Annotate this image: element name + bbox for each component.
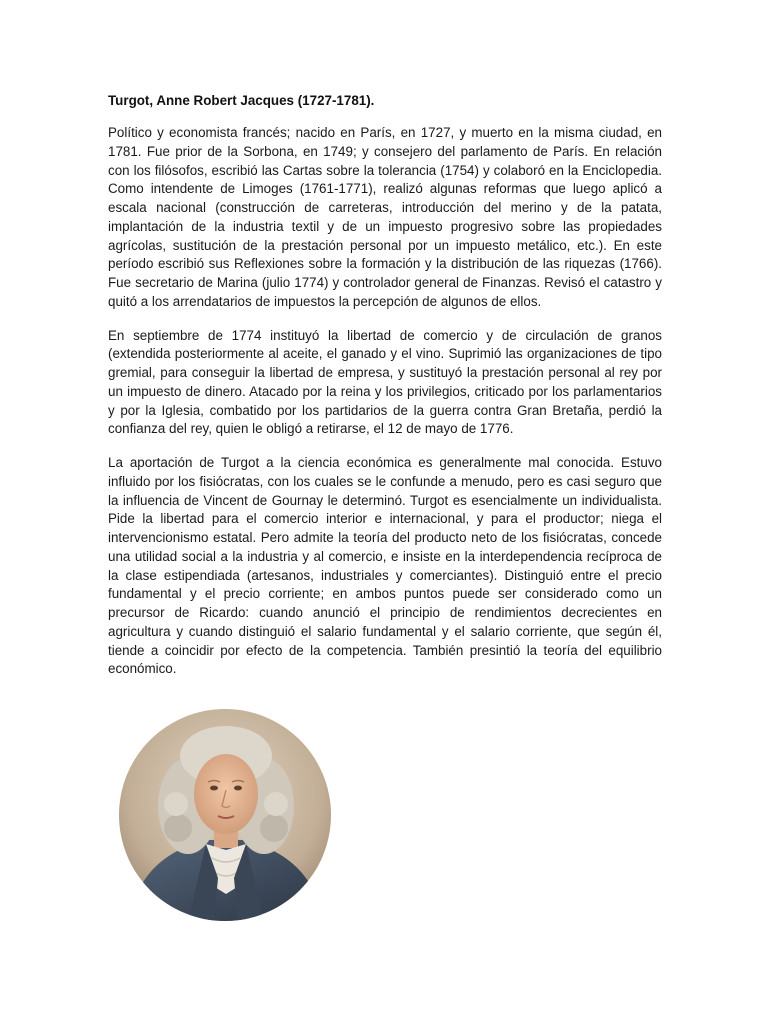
paragraph-economics: La aportación de Turgot a la ciencia económica es generalmente mal conocida. Estuvo influido por los fisiócratas, con los cuales se le confunde a menudo, pero es casi seguro que la influencia de Vincent de Gournay le determinó. Turgot es esencialmente un individualista. Pide la libertad para el comercio interior e internacional, y para el productor; niega el intervencionismo estatal. Pero admite la teoría del producto neto de los fisiócratas, concede una utilidad social a la industria y al comercio, e insiste en la interdependencia recíproca de la clase estipendiada (artesanos, industriales y comerciantes). Distinguió entre el precio fundamental y el precio corriente; en ambos puntos puede ser considerado como un precursor de Ricardo: cuando anunció el principio de rendimientos decrecientes en agricultura y cuando distinguió el salario fundamental y el salario corriente, que según él, tiende a coincidir por efecto de la competencia. También presintió la teoría del equilibrio económico. [108,455,662,677]
portrait-turgot [118,708,332,922]
paragraph-biography: Político y economista francés; nacido en París, en 1727, y muerto en la misma ciudad, en 1781. Fue prior de la Sorbona, en 1749; y consejero del parlamento de París. En relación con los filósofos, escribió las Cartas sobre la tolerancia (1754) y colaboró en la Enciclopedia. Como intendente de Limoges (1761-1771), realizó algunas reformas que luego aplicó a escala nacional (construcción de carreteras, introducción del merino y de la patata, implantación de la industria textil y de un impuesto progresivo sobre las propiedades agrícolas, sustitución de la prestación personal por un impuesto metálico, etc.). En este período escribió sus Reflexiones sobre la formación y la distribución de las riquezas (1766). Fue secretario de Marina (julio 1774) y controlador general de Finanzas. Revisó el catastro y quitó a los arrendatarios de impuestos la percepción de algunos de ellos. [108,125,662,309]
paragraph-reforms: En septiembre de 1774 instituyó la libertad de comercio y de circulación de granos (extendida posteriormente al aceite, el ganado y el vino. Suprimió las organizaciones de tipo gremial, para conseguir la libertad de empresa, y sustituyó la prestación personal al rey por un impuesto de dinero. Atacado por la reina y los privilegios, criticado por los parlamentarios y por la Iglesia, combatido por los partidarios de la guerra contra Gran Bretaña, perdió la confianza del rey, quien le obligó a retirarse, el 12 de mayo de 1776. [108,327,662,437]
document-title: Turgot, Anne Robert Jacques (1727-1781). [108,93,375,108]
portrait-image [118,708,332,922]
document-page [108,92,662,694]
